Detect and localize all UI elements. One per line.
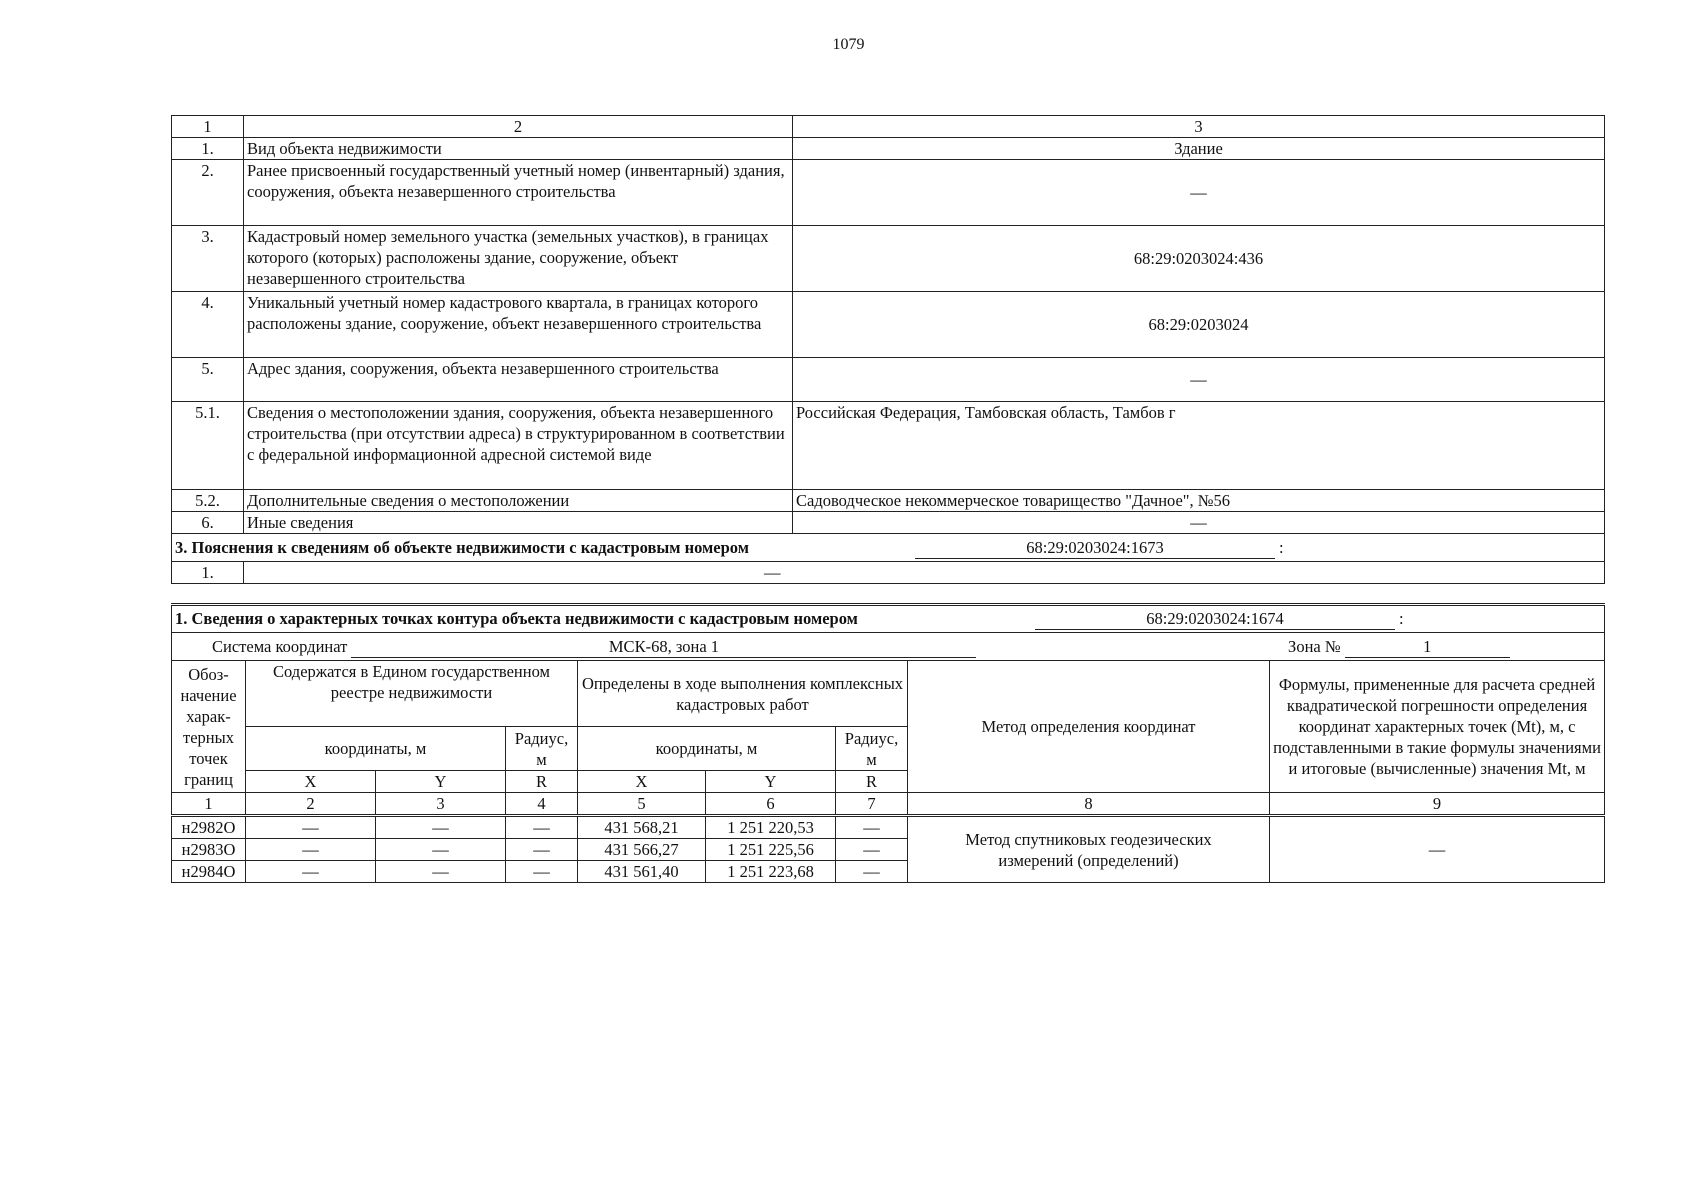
- section1-cadastral: 68:29:0203024:1674: [1035, 608, 1395, 630]
- point-r-kkr: —: [836, 861, 908, 883]
- row-num: 5.1.: [172, 402, 244, 490]
- section3-row: [172, 562, 1605, 584]
- col-num: 1: [172, 116, 244, 138]
- header-y: Y: [376, 771, 506, 793]
- point-r-egrn: —: [506, 861, 578, 883]
- header-radius-egrn: Радиус, м: [506, 727, 578, 771]
- point-x-kkr: 431 561,40: [578, 861, 706, 883]
- header-row-1: [172, 661, 1605, 727]
- formula-value: —: [1270, 816, 1605, 883]
- point-name: н2983О: [172, 839, 246, 861]
- col-num: 8: [908, 793, 1270, 816]
- table-row: [172, 138, 1605, 160]
- point-name: н2984О: [172, 861, 246, 883]
- row-label: Кадастровый номер земельного участка (земельных участков), в границах которого (которых) расположены здание, сооружение, объект незавершенного строительства: [244, 226, 793, 292]
- header-y: Y: [706, 771, 836, 793]
- section3-title: 3. Пояснения к сведениям об объекте недвижимости с кадастровым номером: [175, 537, 749, 557]
- point-y-egrn: —: [376, 839, 506, 861]
- coord-system-value: МСК-68, зона 1: [351, 636, 976, 658]
- row-num: 3.: [172, 226, 244, 292]
- point-y-egrn: —: [376, 816, 506, 839]
- row-value: 68:29:0203024:436: [793, 226, 1605, 292]
- point-x-kkr: 431 566,27: [578, 839, 706, 861]
- col-num: 1: [172, 793, 246, 816]
- point-y-kkr: 1 251 220,53: [706, 816, 836, 839]
- column-number-row: [172, 116, 1605, 138]
- section3-header-row: [172, 534, 1605, 562]
- header-formulas: Формулы, примененные для расчета средней квадратической погрешности определения координат характерных точек (Mt), м, с подставленными в такие формулы значениями и итоговые (вычисленные) значения Mt, м: [1270, 661, 1605, 793]
- row-value: Здание: [793, 138, 1605, 160]
- header-egrn: Содержатся в Едином государственном реестре недвижимости: [246, 661, 578, 727]
- header-x: X: [246, 771, 376, 793]
- point-r-egrn: —: [506, 839, 578, 861]
- table-row: [172, 160, 1605, 226]
- row-num: 5.: [172, 358, 244, 402]
- row-label: Адрес здания, сооружения, объекта незавершенного строительства: [244, 358, 793, 402]
- point-y-kkr: 1 251 225,56: [706, 839, 836, 861]
- col-num: 2: [244, 116, 793, 138]
- row-value: —: [793, 160, 1605, 226]
- header-kkr: Определены в ходе выполнения комплексных кадастровых работ: [578, 661, 908, 727]
- row-num: 1.: [172, 138, 244, 160]
- row-label: Сведения о местоположении здания, сооружения, объекта незавершенного строительства (при отсутствии адреса) в структурированном в соответствии с федеральной информационной адресной системой виде: [244, 402, 793, 490]
- header-coords-egrn: координаты, м: [246, 727, 506, 771]
- row-value: 68:29:0203024: [793, 292, 1605, 358]
- row-label: Вид объекта недвижимости: [244, 138, 793, 160]
- col-num: 4: [506, 793, 578, 816]
- column-number-row: [172, 793, 1605, 816]
- point-r-egrn: —: [506, 816, 578, 839]
- method-value: Метод спутниковых геодезических измерений (определений): [908, 816, 1270, 883]
- table-row: [172, 358, 1605, 402]
- point-x-egrn: —: [246, 861, 376, 883]
- point-y-kkr: 1 251 223,68: [706, 861, 836, 883]
- zone-label: Зона №: [1288, 636, 1341, 656]
- header-coords-kkr: координаты, м: [578, 727, 836, 771]
- section1-header: [172, 605, 1605, 633]
- col-num: 3: [376, 793, 506, 816]
- header-x: X: [578, 771, 706, 793]
- table-row: [172, 512, 1605, 534]
- section1-title: 1. Сведения о характерных точках контура объекта недвижимости с кадастровым номером: [175, 609, 858, 628]
- header-method: Метод определения координат: [908, 661, 1270, 793]
- table-row: [172, 226, 1605, 292]
- point-name: н2982О: [172, 816, 246, 839]
- col-num: 5: [578, 793, 706, 816]
- row-label: Иные сведения: [244, 512, 793, 534]
- point-y-egrn: —: [376, 861, 506, 883]
- header-r: R: [506, 771, 578, 793]
- table-row: [172, 292, 1605, 358]
- col-num: 7: [836, 793, 908, 816]
- point-r-kkr: —: [836, 839, 908, 861]
- row-value: —: [793, 358, 1605, 402]
- point-x-egrn: —: [246, 839, 376, 861]
- section1-header-row: [172, 605, 1605, 633]
- section3-cadastral: 68:29:0203024:1673: [915, 537, 1275, 559]
- col-num: 2: [246, 793, 376, 816]
- section3-header: [172, 534, 1605, 562]
- row-label: Уникальный учетный номер кадастрового квартала, в границах которого расположены здание, сооружение, объект незавершенного строительства: [244, 292, 793, 358]
- coord-system-label: Система координат: [212, 636, 348, 656]
- table-row: [172, 816, 1605, 839]
- col-num: 3: [793, 116, 1605, 138]
- row-value: Российская Федерация, Тамбовская область, Тамбов г: [793, 402, 1605, 490]
- row-value: —: [793, 512, 1605, 534]
- row-value: —: [244, 562, 1605, 584]
- row-num: 1.: [172, 562, 244, 584]
- contour-points-table: [171, 603, 1605, 883]
- header-r: R: [836, 771, 908, 793]
- col-num: 6: [706, 793, 836, 816]
- point-x-egrn: —: [246, 816, 376, 839]
- table-row: [172, 402, 1605, 490]
- table-row: [172, 490, 1605, 512]
- row-num: 6.: [172, 512, 244, 534]
- header-designation: Обоз-начение харак-терных точек границ: [172, 661, 246, 793]
- row-num: 5.2.: [172, 490, 244, 512]
- col-num: 9: [1270, 793, 1605, 816]
- row-label: Ранее присвоенный государственный учетный номер (инвентарный) здания, сооружения, объекта незавершенного строительства: [244, 160, 793, 226]
- row-label: Дополнительные сведения о местоположении: [244, 490, 793, 512]
- row-num: 4.: [172, 292, 244, 358]
- coord-system-row: [172, 633, 1605, 661]
- coord-system: [172, 633, 1605, 661]
- object-info-table: [171, 115, 1605, 584]
- point-r-kkr: —: [836, 816, 908, 839]
- zone-value: 1: [1345, 636, 1510, 658]
- section1-colon: :: [1399, 609, 1404, 628]
- header-radius-kkr: Радиус, м: [836, 727, 908, 771]
- row-num: 2.: [172, 160, 244, 226]
- section3-colon: :: [1279, 537, 1284, 557]
- page-number: 1079: [832, 36, 865, 53]
- point-x-kkr: 431 568,21: [578, 816, 706, 839]
- row-value: Садоводческое некоммерческое товарищество "Дачное", №56: [793, 490, 1605, 512]
